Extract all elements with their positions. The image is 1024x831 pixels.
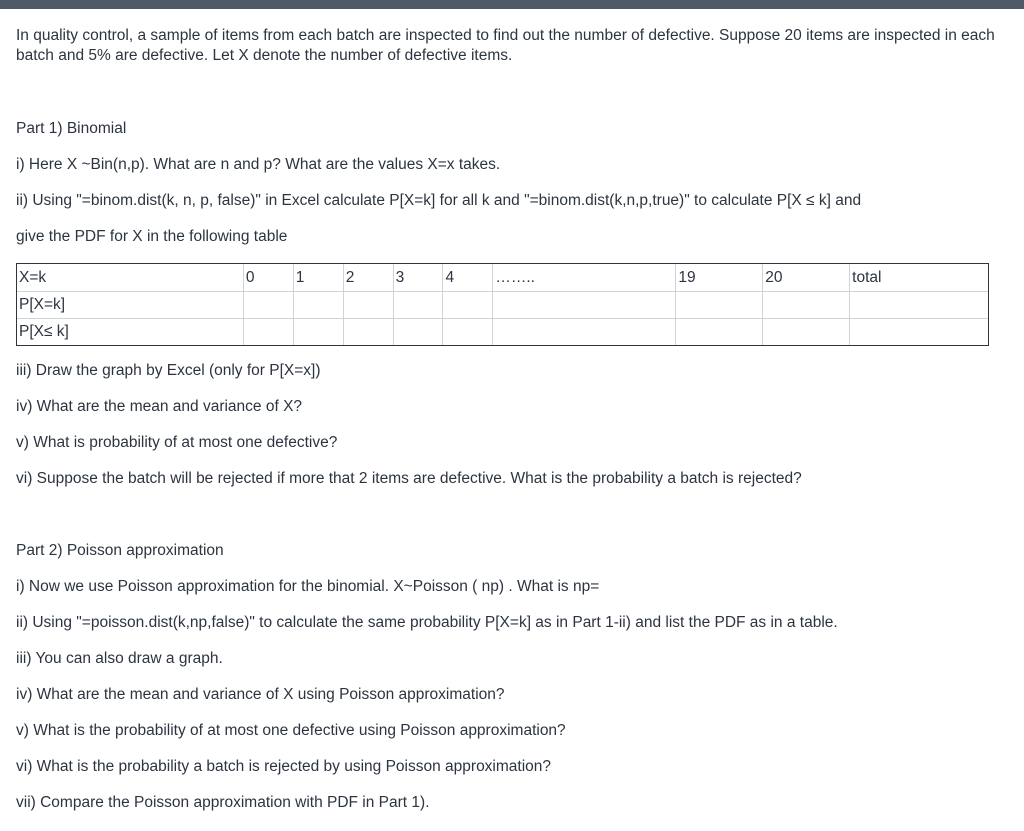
intro-paragraph: In quality control, a sample of items from each batch are inspected to find out the number of defective. Suppose 20 items are inspected in each batch and 5% are defective. Let X denote the number of defective items. [16, 27, 995, 64]
part2-question-vii: vii) Compare the Poisson approximation with PDF in Part 1). [16, 794, 430, 811]
part1-question-ii: ii) Using "=binom.dist(k, n, p, false)" in Excel calculate P[X=k] for all k and "=binom.dist(k,n,p,true)" to calculate P[X ≤ k] and [16, 192, 862, 209]
part1-question-iii: iii) Draw the graph by Excel (only for P[X=x]) [16, 362, 321, 379]
table-cell [393, 319, 443, 346]
table-cell [850, 292, 989, 319]
table-cell: 20 [763, 264, 850, 292]
table-cell [443, 292, 493, 319]
table-row [17, 319, 989, 346]
table-cell [493, 319, 676, 346]
table-cell: P[X≤ k] [17, 319, 244, 346]
part1-question-i: i) Here X ~Bin(n,p). What are n and p? What are the values X=x takes. [16, 156, 501, 173]
part1-question-vi: vi) Suppose the batch will be rejected if more that 2 items are defective. What is the probability a batch is rejected? [16, 470, 802, 487]
table-cell [243, 292, 293, 319]
table-cell [763, 292, 850, 319]
part1-question-ii-continued: give the PDF for X in the following table [16, 228, 288, 245]
part2-question-v: v) What is the probability of at most one defective using Poisson approximation? [16, 722, 566, 739]
table-cell [676, 319, 763, 346]
table-cell [493, 292, 676, 319]
part1-question-v: v) What is probability of at most one defective? [16, 434, 338, 451]
table-cell [676, 292, 763, 319]
table-cell [393, 292, 443, 319]
table-cell [243, 319, 293, 346]
table-cell: 1 [293, 264, 343, 292]
table-header-row [17, 264, 989, 292]
table-cell: 4 [443, 264, 493, 292]
table-cell: …….. [493, 264, 676, 292]
part2-question-iii: iii) You can also draw a graph. [16, 650, 223, 667]
table-cell: total [850, 264, 989, 292]
part1-heading: Part 1) Binomial [16, 120, 127, 137]
table-cell [763, 319, 850, 346]
part2-heading: Part 2) Poisson approximation [16, 542, 224, 559]
table-cell: 19 [676, 264, 763, 292]
pdf-table [16, 263, 989, 346]
part1-question-iv: iv) What are the mean and variance of X? [16, 398, 303, 415]
table-cell [293, 292, 343, 319]
table-cell: 0 [243, 264, 293, 292]
table-cell [293, 319, 343, 346]
table-cell [850, 319, 989, 346]
top-bar [0, 0, 1024, 9]
table-cell [343, 292, 393, 319]
table-cell [343, 319, 393, 346]
part2-question-ii: ii) Using "=poisson.dist(k,np,false)" to calculate the same probability P[X=k] as in Part 1-ii) and list the PDF as in a table. [16, 614, 838, 631]
table-cell: X=k [17, 264, 244, 292]
problem-content [16, 26, 1006, 66]
table-cell: 2 [343, 264, 393, 292]
table-cell: P[X=k] [17, 292, 244, 319]
part2-question-i: i) Now we use Poisson approximation for the binomial. X~Poisson ( np) . What is np= [16, 578, 600, 595]
part2-question-iv: iv) What are the mean and variance of X using Poisson approximation? [16, 686, 505, 703]
table-cell [443, 319, 493, 346]
table-cell: 3 [393, 264, 443, 292]
part2-question-vi: vi) What is the probability a batch is rejected by using Poisson approximation? [16, 758, 552, 775]
table-row [17, 292, 989, 319]
